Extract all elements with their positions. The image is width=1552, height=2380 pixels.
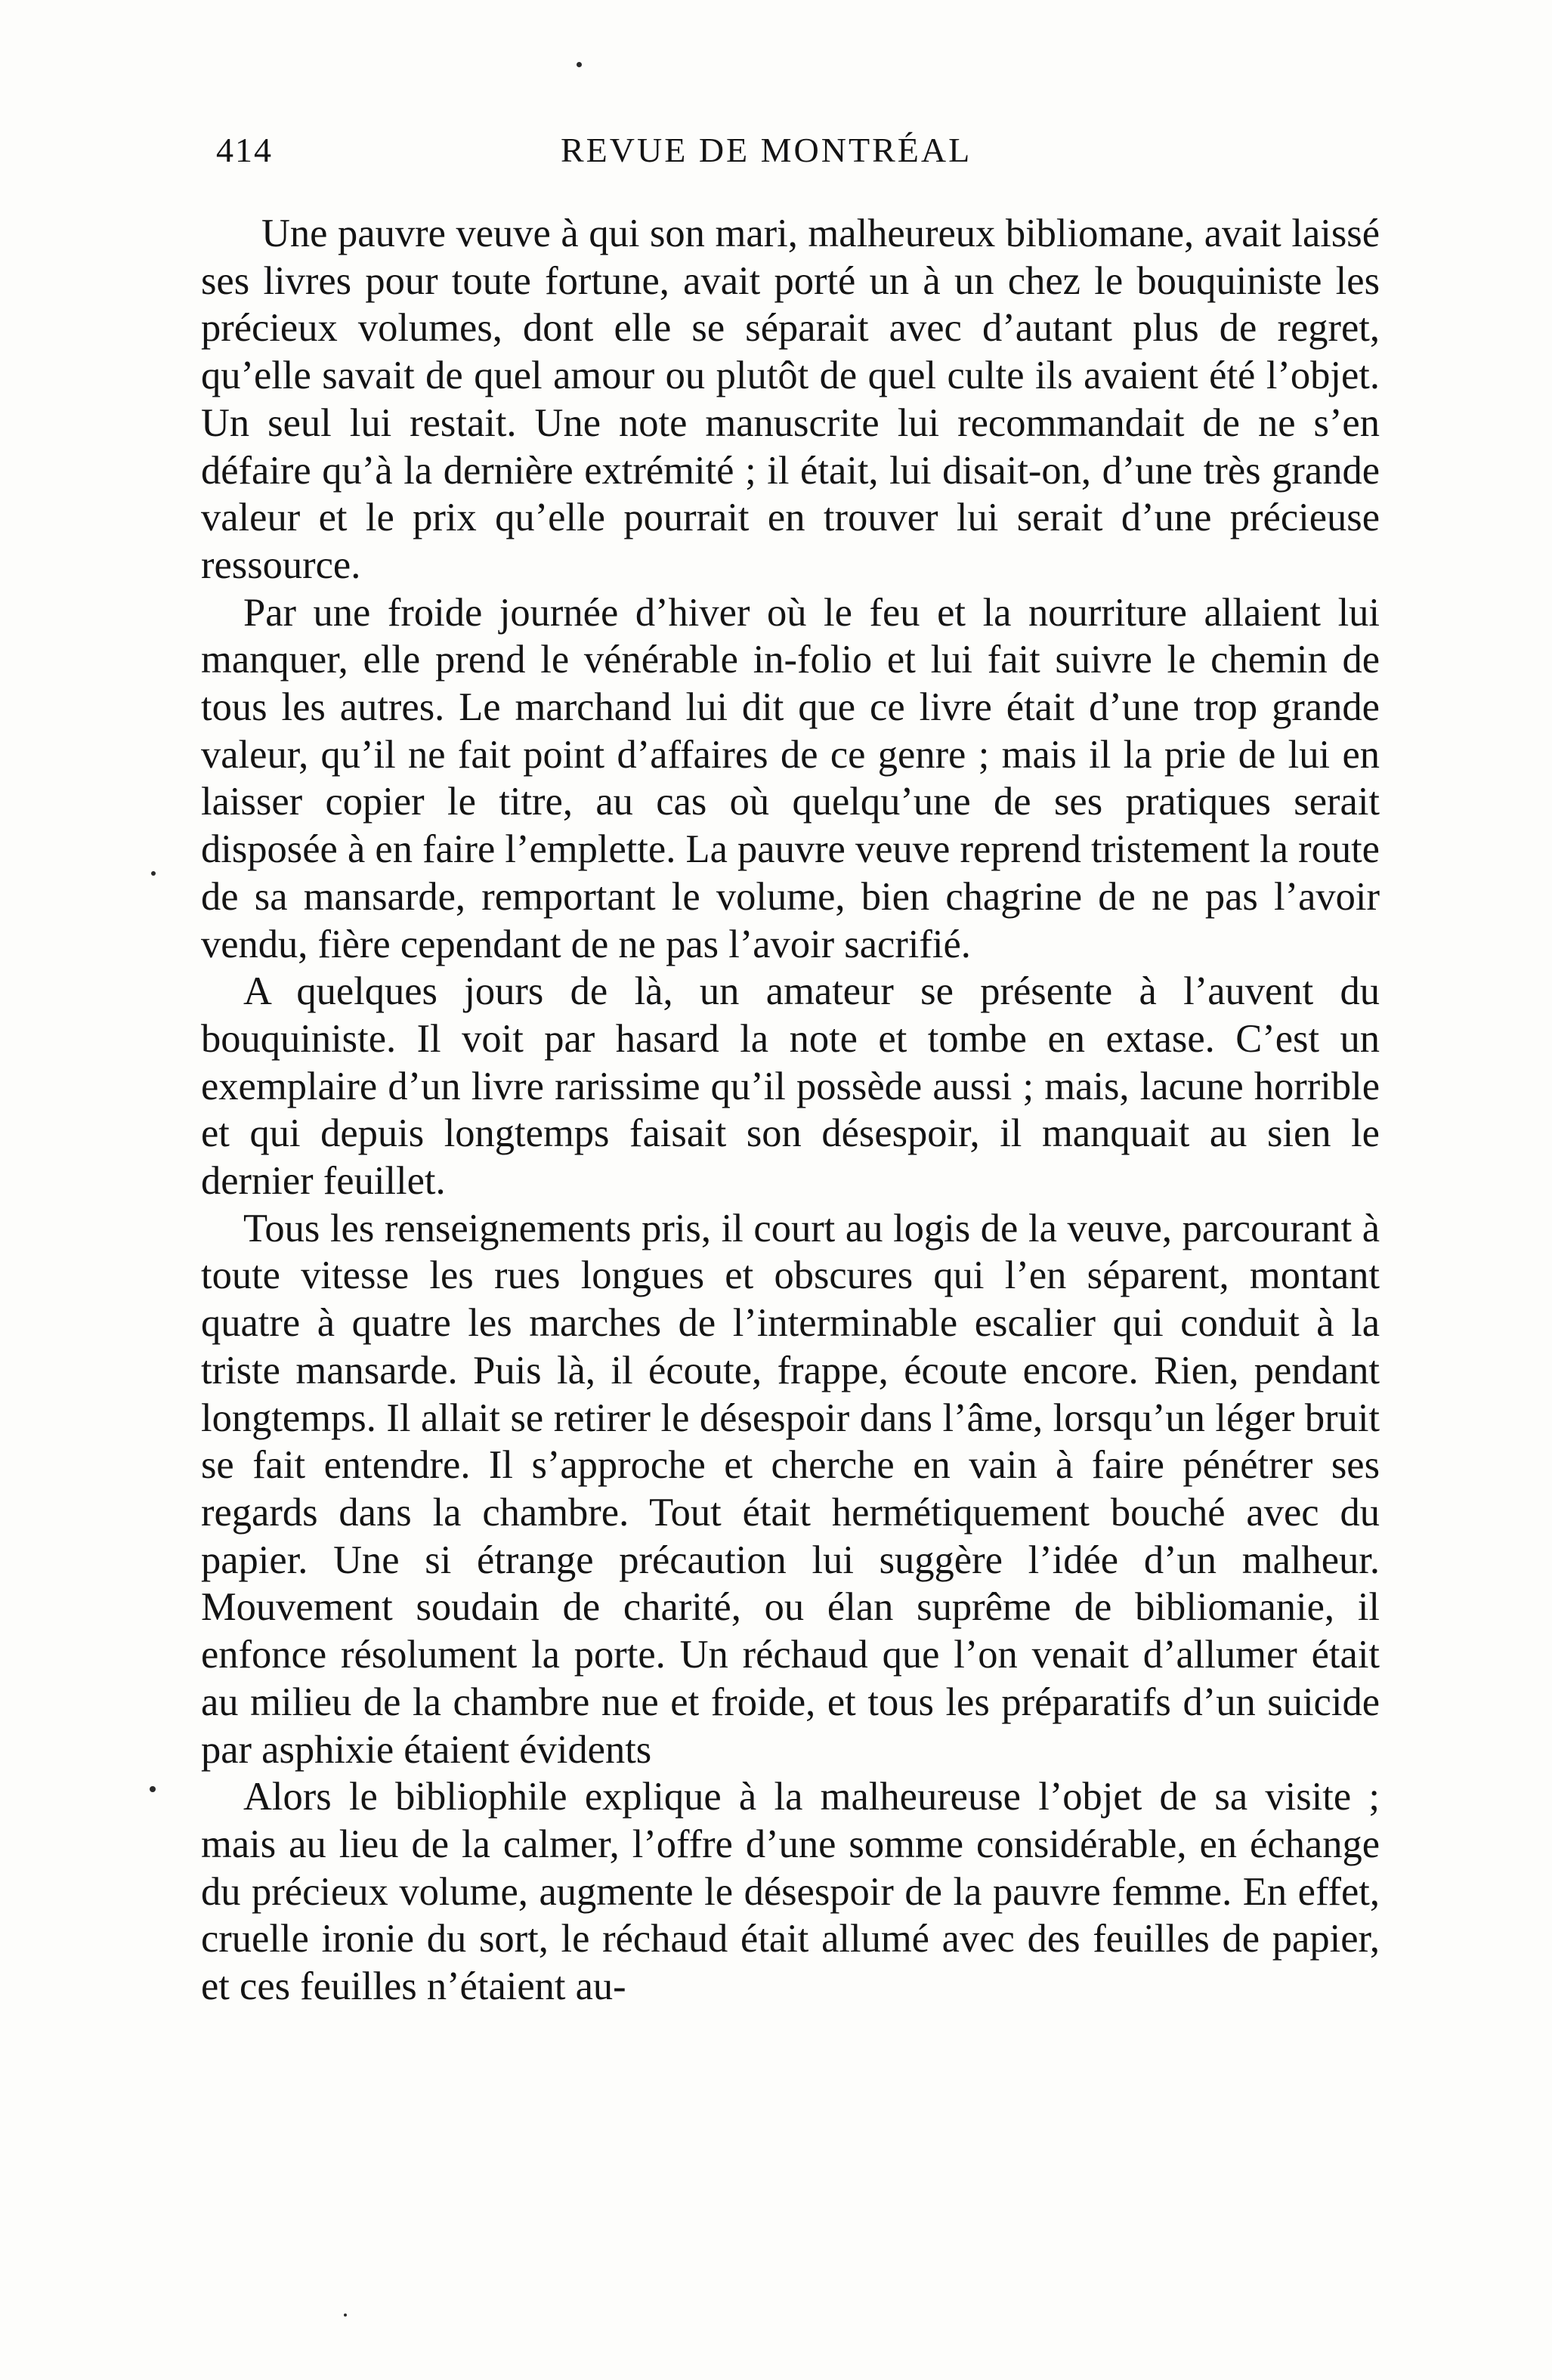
page-number: 414	[216, 131, 273, 169]
page-header	[216, 130, 1377, 183]
ink-speck	[344, 2314, 347, 2317]
paragraph: Alors le bibliophile explique à la malheureuse l’objet de sa visite ; mais au lieu de la calmer, l’offre d’une somme considérable, en échange du précieux volume, augmente le désespoir de la pauvre femme. En effet, cruelle ironie du sort, le réchaud était allumé avec des feuilles de papier, et ces feuilles n’étaient au-	[201, 1775, 1380, 2009]
paragraph: Tous les renseignements pris, il court au logis de la veuve, parcourant à toute vitesse les rues longues et obscures qui l’en séparent, montant quatre à quatre les marches de l’interminable escalier qui conduit à la triste mansarde. Puis là, il écoute, frappe, écoute encore. Rien, pendant longtemps. Il allait se retirer le désespoir dans l’âme, lorsqu’un léger bruit se fait entendre. Il s’approche et cherche en vain à faire pénétrer ses regards dans la chambre. Tout était hermétiquement bouché avec du papier. Une si étrange précaution lui suggère l’idée d’un malheur. Mouvement soudain de charité, ou élan suprême de bibliomanie, il enfonce résolument la porte. Un réchaud que l’on venait d’allumer était au milieu de la chambre nue et froide, et tous les préparatifs d’un suicide par asphixie étaient évidents	[201, 1206, 1380, 1772]
paragraph: A quelques jours de là, un amateur se présente à l’auvent du bouquiniste. Il voit par hasard la note et tombe en extase. C’est un exemplaire d’un livre rarissime qu’il possède aussi ; mais, lacune horrible et qui depuis longtemps faisait son désespoir, il manquait au sien le dernier feuillet.	[201, 969, 1380, 1204]
ink-speck	[151, 871, 156, 876]
ink-speck	[150, 1786, 156, 1792]
paragraph: Une pauvre veuve à qui son mari, malheureux bibliomane, avait laissé ses livres pour toute fortune, avait porté un à un chez le bouquiniste les précieux volumes, dont elle se séparait avec d’autant plus de regret, qu’elle savait de quel amour ou plutôt de quel culte ils avaient été l’objet. Un seul lui restait. Une note manuscrite lui recommandait de ne s’en défaire qu’à la dernière extrémité ; il était, lui disait-on, d’une très grande valeur et le prix qu’elle pourrait en trouver lui serait d’une précieuse ressource.	[201, 212, 1380, 587]
paragraph: Par une froide journée d’hiver où le feu et la nourriture allaient lui manquer, elle prend le vénérable in-folio et lui fait suivre le chemin de tous les autres. Le marchand lui dit que ce livre était d’une trop grande valeur, qu’il ne fait point d’affaires de ce genre ; mais il la prie de lui en laisser copier le titre, au cas où quelqu’une de ses pratiques serait disposée à en faire l’emplette. La pauvre veuve reprend tristement la route de sa mansarde, remportant le volume, bien chagrine de ne pas l’avoir vendu, fière cependant de ne pas l’avoir sacrifié.	[201, 590, 1380, 966]
running-title: REVUE DE MONTRÉAL	[561, 131, 972, 169]
body-text	[201, 210, 1380, 2011]
ink-speck	[577, 62, 582, 67]
